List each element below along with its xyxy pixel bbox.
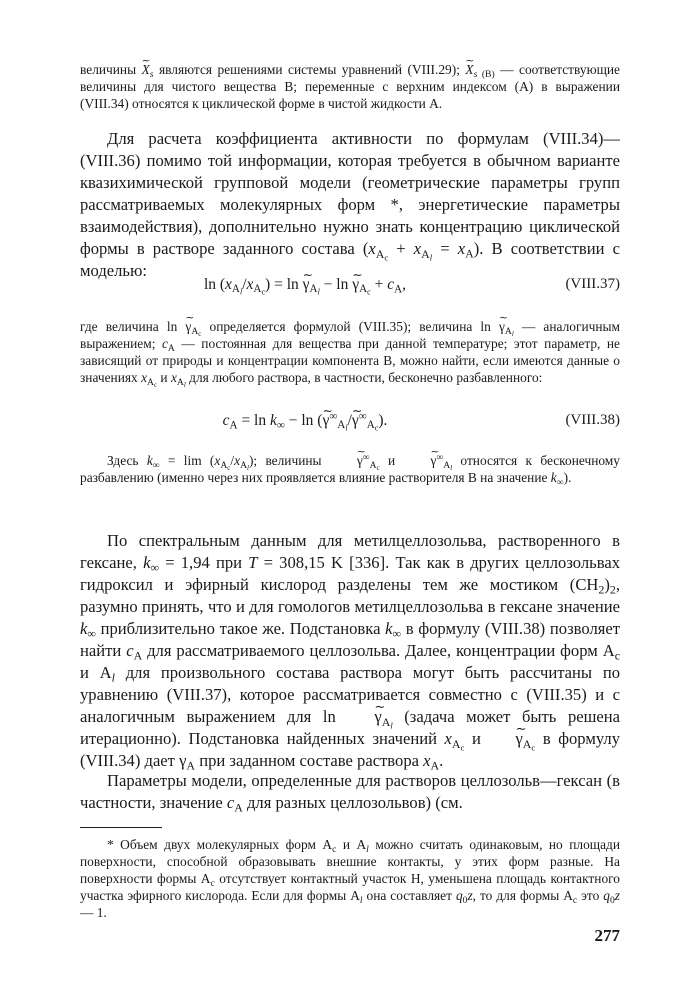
- equation-viii-38-expression: $c_A = \ln k_\infty - \ln$ (∼ $\gamma^\infty_{A_l}/\sim$ $\gamma^\infty_{A_c}$).: [80, 412, 530, 430]
- equation-viii-37-expression: $\ln (x_{A_l}/x_{A_c}) = \ln$ ∼ $\gamma_{A_l} - \ln$ ∼ $\gamma_{A_c} + c_A$,: [80, 276, 530, 294]
- equation-viii-37-number: (VIII.37): [565, 276, 620, 292]
- params-paragraph: Параметры модели, определенные для растворов целлозольв—гексан (в частности, значение $c_A$ для разных целлозольвов) (см.: [80, 771, 620, 815]
- footnote-divider: [80, 827, 162, 828]
- where-paragraph: где величина ln ∼ $\gamma_{A_c}$ определяется формулой (VIII.35); величина ln ∼ $\gamma_{A_l}$ — аналогичным выражением; $c_A$ — постоянная для вещества при данной температуре; этот параметр, не зависящий от природы и концентрации компонента B, можно найти, если имеются данные о значениях $x_{A_c}$ и $x_{A_l}$ для любого раствора, в частности, бесконечно разбавленного:: [80, 318, 620, 386]
- spectral-paragraph: По спектральным данным для метилцеллозольва, растворенного в гексане, $k_\infty = 1,94$ при T = 308,15 K [336]. Так как в других целлозольвах гидроксил и эфирный кислород разделены тем же мостиком $(CH_2)_2$, разумно принять, что и для гомологов метилцеллозольва в гексане значение $k_\infty$ приблизительно такое же. Подстановка $k_\infty$ в формулу (VIII.38) позволяет найти $c_A$ для рассматриваемого целлозольва. Далее, концентрации форм $A_c$ и $A_l$ для произвольного состава раствора могут быть рассчитаны по уравнению (VIII.37), которое рассматривается совместно с (VIII.35) и с аналогичным выражением для ln ∼ $\gamma_{A_l}$ (задача может быть решена итерационно). Подстановка найденных значений $x_{A_c}$ и ∼ $\gamma_{A_c}$ в формулу (VIII.34) дает $\gamma_A$ при заданном составе раствора $x_A$.: [80, 530, 620, 772]
- equation-viii-38: [80, 412, 620, 436]
- calc-paragraph: Для расчета коэффициента активности по формулам (VIII.34)—(VIII.36) помимо той информации, которая требуется в обычном варианте квазихимической групповой модели (геометрические параметры групп рассматриваемых молекулярных форм *, энергетические параметры взаимодействия), дополнительно нужно знать концентрацию циклической формы в растворе заданного состава $(x_{A_c} + x_{A_l} = x_A)$. В соответствии с моделью:: [80, 129, 620, 280]
- here-paragraph: Здесь $k_\infty = \lim (x_{A_c}/x_{A_l})$; величины ∼ $\gamma^\infty_{A_c}$ и ∼ $\gamma^\infty_{A_l}$ относятся к бесконечному разбавлению (именно через них проявляется влияние растворителя B на значение $k_\infty$).: [80, 452, 620, 486]
- equation-viii-38-number: (VIII.38): [565, 412, 620, 428]
- equation-viii-37: [80, 276, 620, 300]
- page-number: 277: [594, 926, 620, 945]
- footnote: * Объем двух молекулярных форм $A_c$ и $A_l$ можно считать одинаковым, но площади поверхности, способной образовывать внешние контакты, у этих форм разные. На поверхности формы $A_c$ отсутствует контактный участок H, уменьшена площадь контактного участка эфирного кислорода. Если для формы $A_l$ она составляет $q_0z$, то для формы $A_c$ это $q_0z$ — 1.: [80, 837, 621, 920]
- intro-paragraph: величины ∼ $X_s$ являются решениями системы уравнений (VIII.29); ∼ $X_{s (B)}$ — соответствующие величины для чистого вещества B; переменные с верхним индексом (A) в выражении (VIII.34) относятся к циклической форме в чистой жидкости A.: [80, 61, 620, 112]
